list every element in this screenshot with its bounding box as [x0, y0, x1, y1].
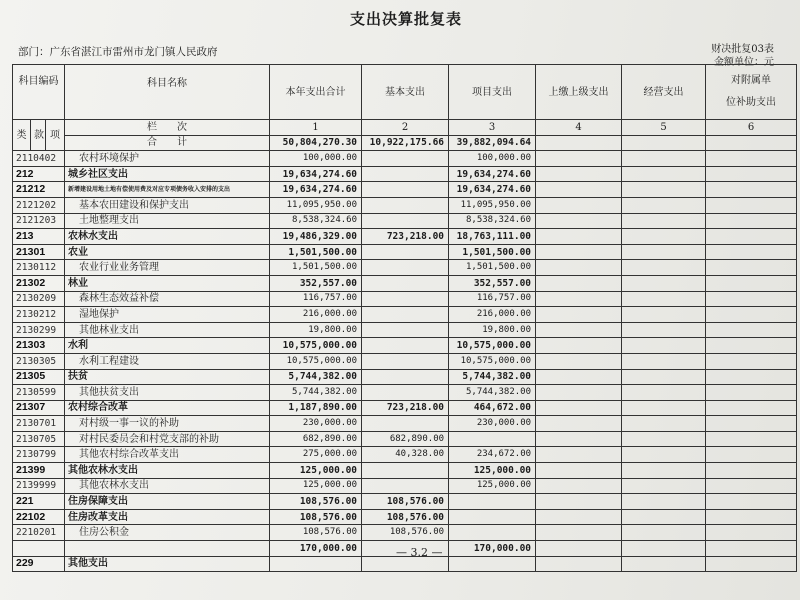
row-code: 21305: [13, 369, 65, 385]
row-name: 对村级一事一议的补助: [65, 416, 270, 432]
header-lei: 类: [13, 120, 31, 151]
row-empty-cell: [706, 416, 797, 432]
row-empty-cell: [622, 509, 706, 525]
row-basic: [362, 338, 449, 354]
header-business: 经营支出: [622, 65, 706, 120]
row-empty-cell: [706, 509, 797, 525]
table-row: [13, 478, 797, 494]
row-project: 116,757.00: [449, 291, 536, 307]
row-code: [13, 541, 65, 557]
row-empty-cell: [622, 400, 706, 416]
table-row: [13, 338, 797, 354]
row-basic: [362, 478, 449, 494]
row-code: 2110402: [13, 151, 65, 167]
row-project: 19,634,274.60: [449, 166, 536, 182]
row-empty-cell: [622, 307, 706, 323]
row-name: 其他林业支出: [65, 322, 270, 338]
row-total: 19,800.00: [270, 322, 362, 338]
row-empty-cell: [622, 338, 706, 354]
header-name: 科目名称: [65, 65, 270, 120]
row-total: 352,557.00: [270, 275, 362, 291]
row-code: 21399: [13, 463, 65, 479]
row-empty-cell: [706, 338, 797, 354]
row-project: 19,800.00: [449, 322, 536, 338]
table-row: [13, 197, 797, 213]
row-empty-cell: [622, 463, 706, 479]
row-empty-cell: [622, 260, 706, 276]
row-total: 5,744,382.00: [270, 369, 362, 385]
row-project: 5,744,382.00: [449, 369, 536, 385]
table-row: [13, 463, 797, 479]
row-empty-cell: [622, 447, 706, 463]
row-project: 230,000.00: [449, 416, 536, 432]
row-total: 1,187,890.00: [270, 400, 362, 416]
row-total: 230,000.00: [270, 416, 362, 432]
row-empty-cell: [536, 478, 622, 494]
row-empty-cell: [706, 166, 797, 182]
table-row: [13, 416, 797, 432]
row-basic: [362, 213, 449, 229]
row-empty-cell: [706, 541, 797, 557]
table-row: [13, 353, 797, 369]
header-xiang: 项: [46, 120, 65, 151]
row-basic: [362, 166, 449, 182]
row-code: 21212: [13, 182, 65, 198]
row-basic: [362, 416, 449, 432]
row-code: 213: [13, 229, 65, 245]
row-code: 2130599: [13, 385, 65, 401]
row-name: 其他农林水支出: [65, 478, 270, 494]
row-empty-cell: [622, 197, 706, 213]
row-basic: [362, 260, 449, 276]
col-index-4: 4: [536, 120, 622, 136]
row-project: 10,575,000.00: [449, 338, 536, 354]
row-empty-cell: [536, 385, 622, 401]
table-row: [13, 322, 797, 338]
row-empty-cell: [706, 322, 797, 338]
header-project: 项目支出: [449, 65, 536, 120]
row-total: 108,576.00: [270, 525, 362, 541]
table-row: [13, 509, 797, 525]
row-empty-cell: [622, 166, 706, 182]
page-number: — 3.2 —: [396, 546, 443, 559]
col-index-6: 6: [706, 120, 797, 136]
row-code: 2121203: [13, 213, 65, 229]
row-project: 18,763,111.00: [449, 229, 536, 245]
row-total: 11,095,950.00: [270, 197, 362, 213]
row-empty-cell: [536, 338, 622, 354]
row-name: 其他支出: [65, 556, 270, 572]
row-name: 住房改革支出: [65, 509, 270, 525]
row-empty-cell: [622, 244, 706, 260]
row-project: [449, 431, 536, 447]
row-code: 2121202: [13, 197, 65, 213]
row-total: 682,890.00: [270, 431, 362, 447]
expenditure-table: [12, 64, 797, 572]
row-name: 住房保障支出: [65, 494, 270, 510]
col-index-2: 2: [362, 120, 449, 136]
row-empty-cell: [536, 556, 622, 572]
row-name: 住房公积金: [65, 525, 270, 541]
table-row: [13, 307, 797, 323]
column-index-row: [13, 120, 797, 136]
table-row: [13, 447, 797, 463]
row-empty-cell: [536, 260, 622, 276]
row-empty-cell: [706, 151, 797, 167]
header-subsidy-line1: 对附属单: [731, 75, 772, 86]
row-code: 2130209: [13, 291, 65, 307]
row-code: 212: [13, 166, 65, 182]
row-empty-cell: [536, 275, 622, 291]
row-total: 108,576.00: [270, 494, 362, 510]
header-code: 科目编码: [13, 65, 65, 120]
row-project: [449, 509, 536, 525]
row-empty-cell: [536, 322, 622, 338]
row-total: 19,634,274.60: [270, 182, 362, 198]
row-empty-cell: [536, 213, 622, 229]
row-basic: [362, 307, 449, 323]
row-empty-cell: [706, 369, 797, 385]
row-project: 170,000.00: [449, 541, 536, 557]
row-project: 1,501,500.00: [449, 260, 536, 276]
row-code: 21307: [13, 400, 65, 416]
col-index-3: 3: [449, 120, 536, 136]
row-name: [65, 541, 270, 557]
row-empty-cell: [622, 541, 706, 557]
row-project: 11,095,950.00: [449, 197, 536, 213]
row-empty-cell: [706, 525, 797, 541]
row-total: 10,575,000.00: [270, 338, 362, 354]
row-name: 基本农田建设和保护支出: [65, 197, 270, 213]
row-project: 216,000.00: [449, 307, 536, 323]
row-name: 农林水支出: [65, 229, 270, 245]
table-row: [13, 291, 797, 307]
row-empty-cell: [536, 151, 622, 167]
row-basic: 108,576.00: [362, 525, 449, 541]
row-project: 10,575,000.00: [449, 353, 536, 369]
table-row: [13, 385, 797, 401]
row-total: 19,634,274.60: [270, 166, 362, 182]
row-code: 22102: [13, 509, 65, 525]
row-code: 21301: [13, 244, 65, 260]
row-basic: 723,218.00: [362, 400, 449, 416]
row-empty-cell: [536, 509, 622, 525]
row-basic: [362, 385, 449, 401]
row-empty-cell: [536, 229, 622, 245]
row-code: 2130299: [13, 322, 65, 338]
row-empty-cell: [622, 353, 706, 369]
row-name: 扶贫: [65, 369, 270, 385]
row-name: 林业: [65, 275, 270, 291]
row-project: 19,634,274.60: [449, 182, 536, 198]
department-label: 部门：广东省湛江市雷州市龙门镇人民政府: [18, 46, 218, 58]
row-empty-cell: [706, 213, 797, 229]
row-project: 464,672.00: [449, 400, 536, 416]
row-basic: [362, 322, 449, 338]
row-project: 1,501,500.00: [449, 244, 536, 260]
row-empty-cell: [536, 400, 622, 416]
page-title: 支出决算批复表: [350, 10, 463, 28]
row-empty-cell: [622, 431, 706, 447]
row-code: 2130305: [13, 353, 65, 369]
row-empty-cell: [706, 431, 797, 447]
row-name: 土地整理支出: [65, 213, 270, 229]
row-empty-cell: [622, 322, 706, 338]
row-name: 城乡社区支出: [65, 166, 270, 182]
row-project: 352,557.00: [449, 275, 536, 291]
row-total: 125,000.00: [270, 463, 362, 479]
row-empty-cell: [706, 197, 797, 213]
row-basic: [362, 197, 449, 213]
row-project: [449, 525, 536, 541]
header-subsidy: [706, 65, 797, 120]
table-row: [13, 260, 797, 276]
row-code: 21302: [13, 275, 65, 291]
header-upper: 上缴上级支出: [536, 65, 622, 120]
table-row: [13, 182, 797, 198]
row-empty-cell: [706, 463, 797, 479]
row-basic: [362, 182, 449, 198]
total-row: [13, 135, 797, 151]
row-empty-cell: [622, 369, 706, 385]
table-row: [13, 213, 797, 229]
row-name: 农业行业业务管理: [65, 260, 270, 276]
row-empty-cell: [536, 182, 622, 198]
row-empty-cell: [706, 478, 797, 494]
row-basic: [362, 275, 449, 291]
row-code: 21303: [13, 338, 65, 354]
row-project: [449, 556, 536, 572]
row-empty-cell: [706, 385, 797, 401]
row-name: 水利: [65, 338, 270, 354]
row-total: 19,486,329.00: [270, 229, 362, 245]
row-basic: [362, 151, 449, 167]
row-empty-cell: [706, 275, 797, 291]
row-code: 2139999: [13, 478, 65, 494]
row-empty-cell: [536, 525, 622, 541]
table-row: [13, 151, 797, 167]
row-project: 8,538,324.60: [449, 213, 536, 229]
row-empty-cell: [536, 416, 622, 432]
table-row: [13, 400, 797, 416]
row-empty-cell: [536, 494, 622, 510]
row-empty-cell: [536, 369, 622, 385]
row-empty-cell: [536, 541, 622, 557]
table-row: [13, 525, 797, 541]
table-row: [13, 431, 797, 447]
row-name: 其他扶贫支出: [65, 385, 270, 401]
row-empty-cell: [706, 260, 797, 276]
row-name: 对村民委员会和村党支部的补助: [65, 431, 270, 447]
row-empty-cell: [536, 353, 622, 369]
col-index-1: 1: [270, 120, 362, 136]
row-project: 5,744,382.00: [449, 385, 536, 401]
row-empty-cell: [536, 307, 622, 323]
row-code: 2130212: [13, 307, 65, 323]
row-empty-cell: [622, 556, 706, 572]
row-empty-cell: [536, 291, 622, 307]
header-kuan: 款: [31, 120, 46, 151]
row-total: 275,000.00: [270, 447, 362, 463]
row-empty-cell: [706, 353, 797, 369]
header-basic: 基本支出: [362, 65, 449, 120]
row-empty-cell: [706, 307, 797, 323]
row-code: 221: [13, 494, 65, 510]
row-basic: [362, 244, 449, 260]
table-row: [13, 166, 797, 182]
amount-unit: 金额单位：元: [714, 57, 774, 68]
table-row: [13, 244, 797, 260]
row-total: 170,000.00: [270, 541, 362, 557]
row-project: 234,672.00: [449, 447, 536, 463]
row-empty-cell: [622, 151, 706, 167]
row-empty-cell: [622, 213, 706, 229]
row-total: 1,501,500.00: [270, 260, 362, 276]
total-basic: 10,922,175.66: [362, 135, 449, 151]
col-index-5: 5: [622, 120, 706, 136]
row-empty-cell: [622, 478, 706, 494]
row-code: 2130701: [13, 416, 65, 432]
table-row: [13, 494, 797, 510]
row-empty-cell: [622, 182, 706, 198]
row-empty-cell: [706, 182, 797, 198]
row-empty-cell: [536, 447, 622, 463]
row-code: 2130799: [13, 447, 65, 463]
header-lanci: 栏 次: [65, 120, 270, 136]
row-code: 2130705: [13, 431, 65, 447]
table-row: [13, 369, 797, 385]
row-project: 125,000.00: [449, 463, 536, 479]
row-empty-cell: [706, 244, 797, 260]
row-empty-cell: [536, 166, 622, 182]
row-empty-cell: [622, 494, 706, 510]
row-empty-cell: [536, 463, 622, 479]
row-empty-cell: [536, 197, 622, 213]
row-basic: 108,576.00: [362, 494, 449, 510]
row-basic: 108,576.00: [362, 509, 449, 525]
row-name: 新增建设用地土地有偿使用费及对应专项债务收入安排的支出: [65, 182, 270, 198]
row-empty-cell: [536, 431, 622, 447]
row-empty-cell: [622, 229, 706, 245]
header-total: 本年支出合计: [270, 65, 362, 120]
row-name: 森林生态效益补偿: [65, 291, 270, 307]
row-empty-cell: [706, 556, 797, 572]
total-project: 39,882,094.64: [449, 135, 536, 151]
row-total: 1,501,500.00: [270, 244, 362, 260]
row-project: 125,000.00: [449, 478, 536, 494]
row-total: 216,000.00: [270, 307, 362, 323]
row-empty-cell: [706, 494, 797, 510]
row-empty-cell: [706, 291, 797, 307]
form-number: 财决批复03表: [711, 44, 774, 55]
row-name: 水利工程建设: [65, 353, 270, 369]
row-empty-cell: [536, 244, 622, 260]
header-heji: 合 计: [65, 135, 270, 151]
row-name: 湿地保护: [65, 307, 270, 323]
row-empty-cell: [622, 291, 706, 307]
header-subsidy-line2: 位补助支出: [726, 97, 777, 108]
row-total: 125,000.00: [270, 478, 362, 494]
row-basic: 682,890.00: [362, 431, 449, 447]
row-basic: [362, 353, 449, 369]
row-basic: [362, 463, 449, 479]
row-code: 229: [13, 556, 65, 572]
table-row: [13, 275, 797, 291]
row-name: 农业: [65, 244, 270, 260]
row-name: 农村综合改革: [65, 400, 270, 416]
row-name: 其他农林水支出: [65, 463, 270, 479]
table-row: [13, 229, 797, 245]
row-total: 10,575,000.00: [270, 353, 362, 369]
row-empty-cell: [622, 525, 706, 541]
row-basic: 40,328.00: [362, 447, 449, 463]
row-name: 农村环境保护: [65, 151, 270, 167]
row-basic: [362, 369, 449, 385]
row-empty-cell: [706, 229, 797, 245]
row-code: 2130112: [13, 260, 65, 276]
row-basic: [362, 291, 449, 307]
row-total: 8,538,324.60: [270, 213, 362, 229]
row-empty-cell: [622, 385, 706, 401]
row-project: 100,000.00: [449, 151, 536, 167]
row-empty-cell: [622, 275, 706, 291]
row-empty-cell: [706, 447, 797, 463]
row-code: 2210201: [13, 525, 65, 541]
row-project: [449, 494, 536, 510]
row-basic: 723,218.00: [362, 229, 449, 245]
row-total: 100,000.00: [270, 151, 362, 167]
total-sum: 50,804,270.30: [270, 135, 362, 151]
row-total: 108,576.00: [270, 509, 362, 525]
row-total: [270, 556, 362, 572]
row-empty-cell: [622, 416, 706, 432]
row-total: 116,757.00: [270, 291, 362, 307]
row-name: 其他农村综合改革支出: [65, 447, 270, 463]
row-empty-cell: [706, 400, 797, 416]
row-total: 5,744,382.00: [270, 385, 362, 401]
